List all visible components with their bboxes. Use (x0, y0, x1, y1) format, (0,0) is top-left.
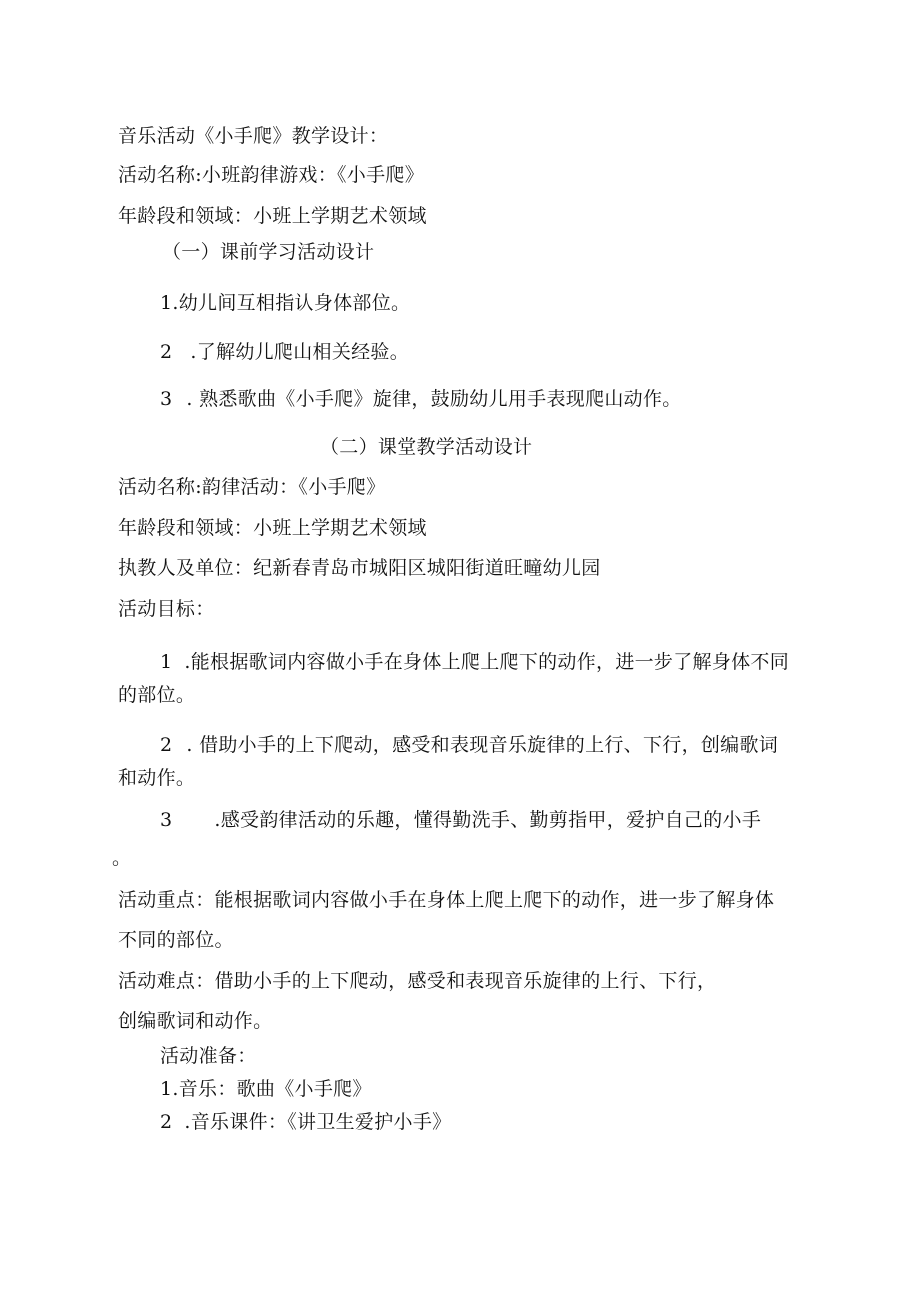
goal-3 (160, 808, 761, 832)
goal-number: 2 (160, 734, 173, 756)
section2-age-domain: 年龄段和领域：小班上学期艺术领域 (118, 517, 427, 539)
prep-text: 音乐：歌曲《小手爬》 (178, 1078, 372, 1100)
section1-item-3 (160, 387, 682, 411)
document-title: 音乐活动《小手爬》教学设计： (118, 125, 389, 147)
preparation-label: 活动准备： (160, 1045, 257, 1067)
goal-3-continued: 。 (112, 847, 132, 869)
section1-item-1 (160, 291, 410, 315)
section1-heading: （一）课前学习活动设计 (162, 241, 375, 263)
item-number: 1. (160, 292, 179, 314)
goal-number: 1 (160, 651, 173, 673)
goal-2-continued: 和动作。 (118, 767, 196, 789)
preparation-item-2 (160, 1110, 451, 1134)
key-point-continued: 不同的部位。 (118, 929, 234, 951)
difficulty: 活动难点：借助小手的上下爬动，感受和表现音乐旋律的上行、下行， (118, 970, 717, 992)
section1-item-2 (160, 340, 409, 364)
key-point: 活动重点：能根据歌词内容做小手在身体上爬上爬下的动作，进一步了解身体 (118, 889, 775, 911)
goals-label: 活动目标： (118, 598, 215, 620)
goal-1-continued: 的部位。 (118, 684, 196, 706)
prep-number: 1. (160, 1078, 179, 1100)
prep-number: 2 (160, 1111, 173, 1133)
prep-text: .音乐课件：《讲卫生爱护小手》 (184, 1111, 452, 1133)
teacher-info: 执教人及单位：纪新春青岛市城阳区城阳街道旺疃幼儿园 (118, 557, 601, 579)
goal-2 (160, 733, 778, 757)
preparation-item-1 (160, 1077, 372, 1101)
goal-text: .感受韵律活动的乐趣，懂得勤洗手、勤剪指甲，爱护自己的小手 (214, 809, 762, 831)
activity-name: 活动名称:小班韵律游戏：《小手爬》 (118, 164, 425, 186)
item-text: 幼儿间互相指认身体部位。 (178, 292, 411, 314)
goal-text: .能根据歌词内容做小手在身体上爬上爬下的动作，进一步了解身体不同 (184, 651, 790, 673)
difficulty-continued: 创编歌词和动作。 (118, 1010, 273, 1032)
item-number: 2 (160, 341, 173, 363)
section2-activity-name: 活动名称:韵律活动：《小手爬》 (118, 476, 386, 498)
goal-text: . 借助小手的上下爬动，感受和表现音乐旋律的上行、下行，创编歌词 (186, 734, 779, 756)
item-number: 3 (160, 388, 173, 410)
section2-heading: （二）课堂教学活动设计 (320, 436, 533, 458)
age-domain: 年龄段和领域：小班上学期艺术领域 (118, 205, 427, 227)
item-text: .了解幼儿爬山相关经验。 (190, 341, 410, 363)
goal-number: 3 (160, 809, 173, 831)
item-text: . 熟悉歌曲《小手爬》旋律，鼓励幼儿用手表现爬山动作。 (186, 388, 682, 410)
goal-1 (160, 650, 789, 674)
